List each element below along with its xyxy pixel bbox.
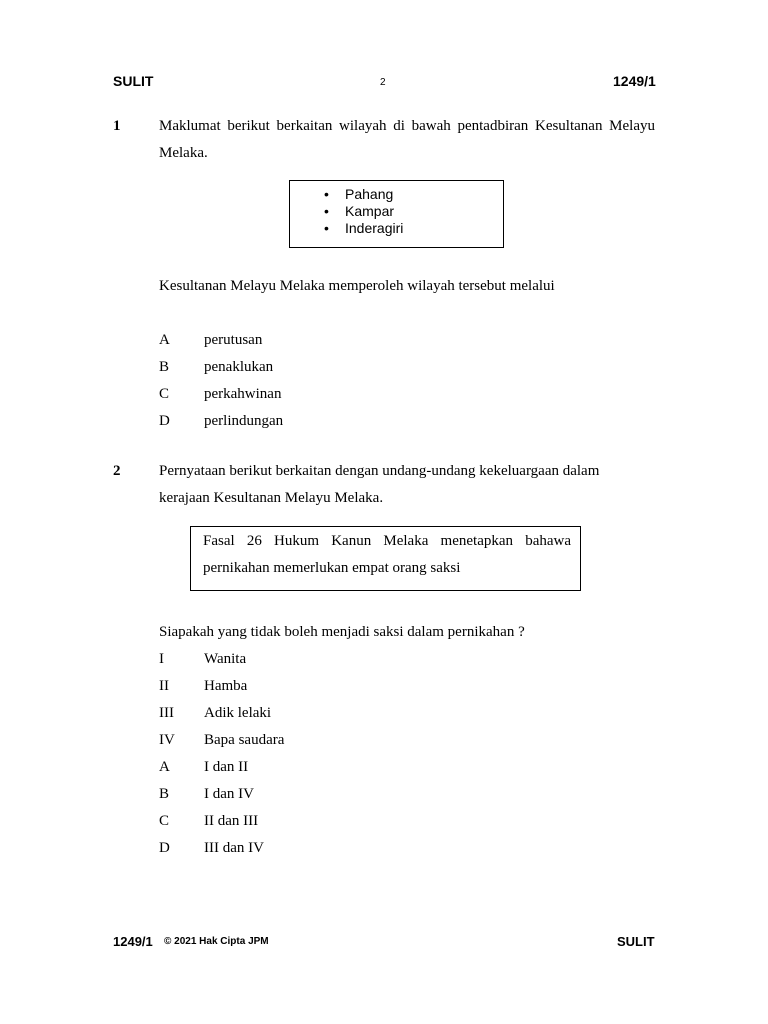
list-item: • Inderagiri: [345, 220, 503, 237]
q2-option-letter: A: [159, 759, 170, 775]
q2-statement-numeral: I: [159, 651, 164, 667]
question-2-intro-line2: kerajaan Kesultanan Melayu Melaka.: [159, 490, 384, 506]
q1-option-text: perlindungan: [204, 413, 284, 429]
q2-option-text: III dan IV: [204, 840, 264, 856]
q1-option-text: penaklukan: [204, 359, 274, 375]
q2-statement-text: Adik lelaki: [204, 705, 272, 721]
q2-option-letter: C: [159, 813, 170, 829]
paper-code: 1249/1: [613, 73, 656, 89]
q2-option-letter: B: [159, 786, 170, 802]
header-classification: SULIT: [113, 73, 154, 89]
q2-statement-text: Hamba: [204, 678, 248, 694]
q1-option-text: perutusan: [204, 332, 263, 348]
q2-statement-numeral: II: [159, 678, 169, 694]
question-2-intro-line1: Pernyataan berikut berkaitan dengan undang-undang kekeluargaan dalam: [159, 463, 600, 479]
q2-option-text: II dan III: [204, 813, 259, 829]
footer-paper-code: 1249/1: [113, 934, 153, 949]
q1-option-letter: C: [159, 386, 170, 402]
q2-statement-numeral: IV: [159, 732, 175, 748]
q1-option-letter: A: [159, 332, 170, 348]
q2-option-text: I dan II: [204, 759, 249, 775]
q2-statement-text: Bapa saudara: [204, 732, 285, 748]
question-2-info-box: Fasal 26 Hukum Kanun Melaka menetapkan bahawa pernikahan memerlukan empat orang saksi: [190, 526, 581, 591]
page-number: 2: [380, 77, 386, 88]
question-1-intro: Maklumat berikut berkaitan wilayah di bawah pentadbiran Kesultanan Melayu Melaka.: [159, 118, 655, 161]
question-1-stem: Kesultanan Melayu Melaka memperoleh wilayah tersebut melalui: [159, 278, 555, 294]
q1-option-letter: D: [159, 413, 170, 429]
question-2-stem: Siapakah yang tidak boleh menjadi saksi dalam pernikahan ?: [159, 624, 525, 640]
q2-option-letter: D: [159, 840, 170, 856]
question-1-info-box: [289, 180, 504, 248]
territory-list: [290, 181, 503, 237]
q1-option-text: perkahwinan: [204, 386, 282, 402]
q2-option-text: I dan IV: [204, 786, 254, 802]
q2-statement-numeral: III: [159, 705, 174, 721]
question-2-number: 2: [113, 463, 121, 479]
question-1-number: 1: [113, 118, 121, 134]
list-item: • Pahang: [345, 186, 503, 203]
q2-statement-text: Wanita: [204, 651, 247, 667]
footer-copyright: © 2021 Hak Cipta JPM: [164, 936, 269, 947]
footer-classification: SULIT: [617, 934, 655, 949]
list-item: • Kampar: [345, 203, 503, 220]
q1-option-letter: B: [159, 359, 170, 375]
